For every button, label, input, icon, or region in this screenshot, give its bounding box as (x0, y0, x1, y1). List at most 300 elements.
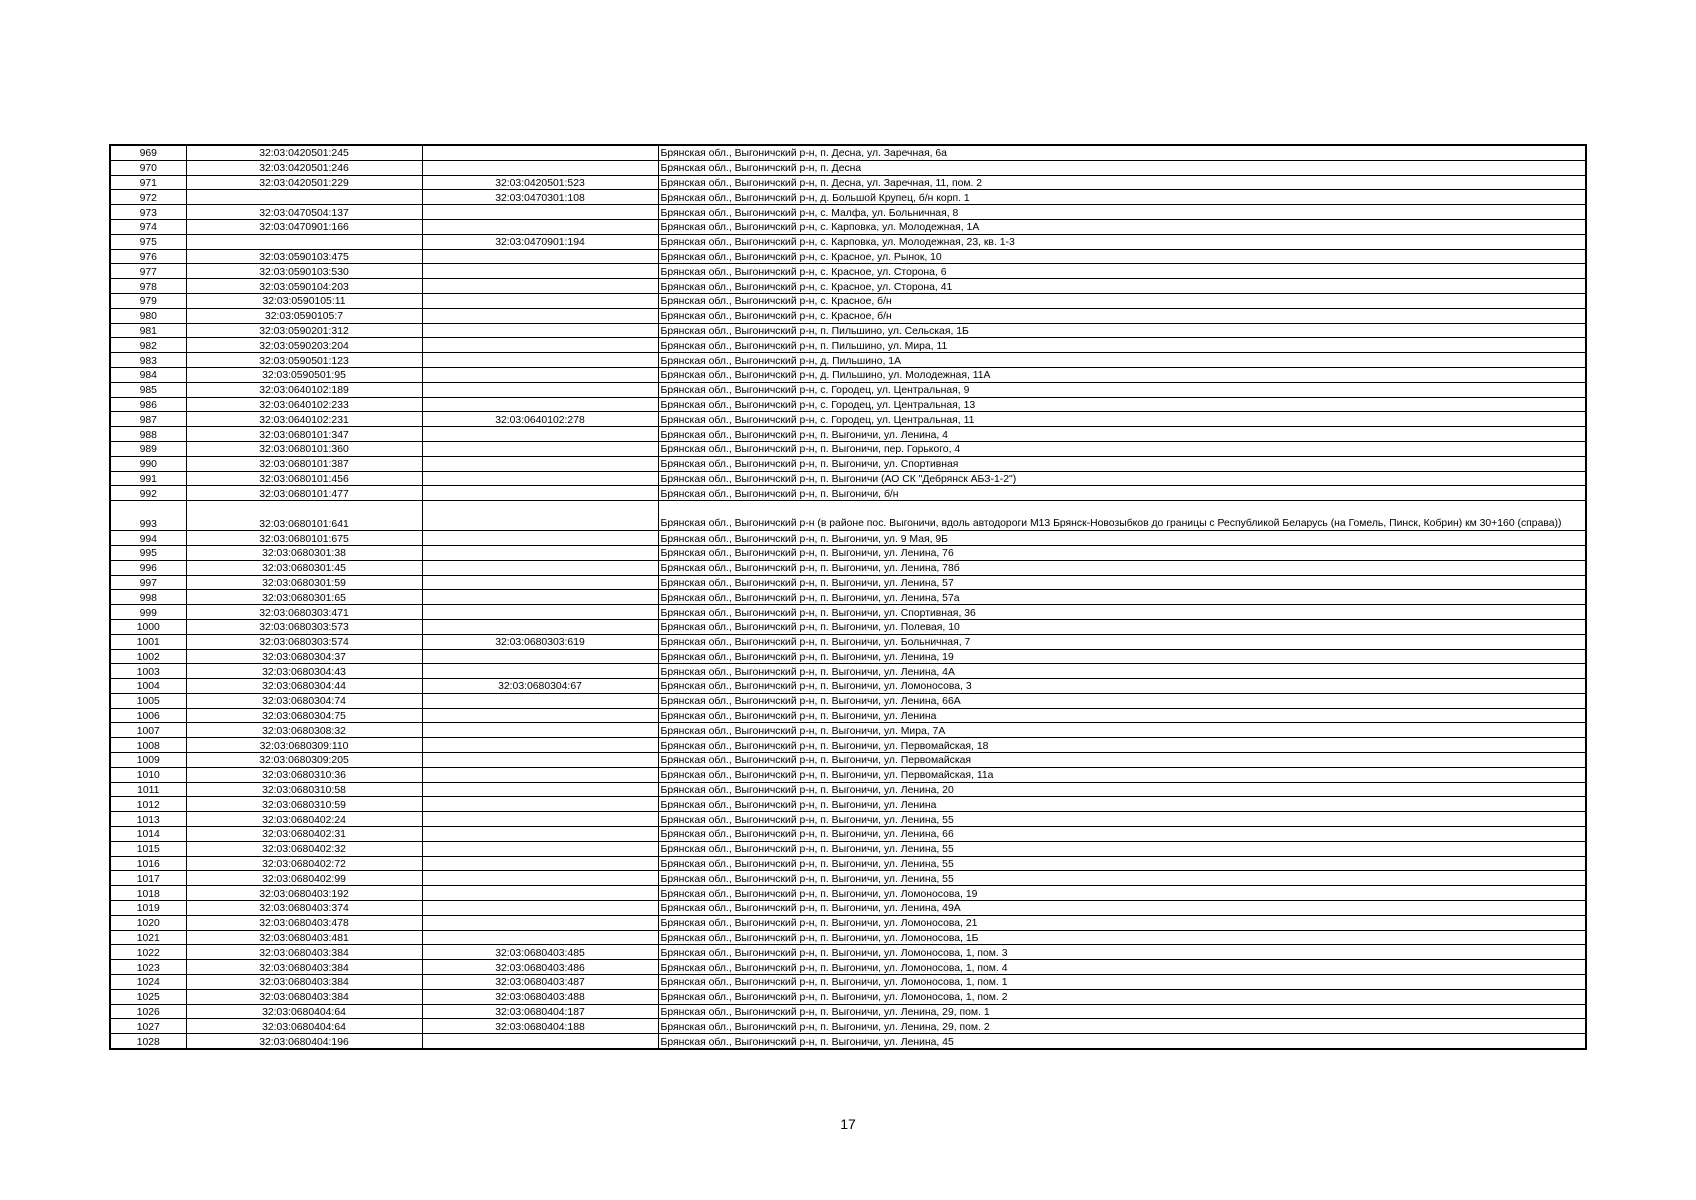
cadastral-number-cell: 32:03:0590105:7 (186, 308, 422, 323)
row-number-cell: 996 (110, 560, 186, 575)
table-row (110, 989, 1586, 1004)
table-row (110, 738, 1586, 753)
object-number-cell (422, 723, 658, 738)
row-number-cell: 976 (110, 249, 186, 264)
table-row (110, 486, 1586, 501)
row-number-cell: 1009 (110, 753, 186, 768)
cadastral-number-cell: 32:03:0680310:58 (186, 782, 422, 797)
object-number-cell (422, 545, 658, 560)
address-cell: Брянская обл., Выгоничский р-н, п. Выгоничи, ул. Ломоносова, 1Б (658, 930, 1586, 945)
object-number-cell (422, 471, 658, 486)
table-row (110, 634, 1586, 649)
object-number-cell: 32:03:0680403:485 (422, 945, 658, 960)
object-number-cell: 32:03:0680403:487 (422, 975, 658, 990)
cadastral-number-cell: 32:03:0590501:123 (186, 353, 422, 368)
table-row (110, 531, 1586, 546)
row-number-cell: 1024 (110, 975, 186, 990)
object-number-cell (422, 560, 658, 575)
object-number-cell (422, 486, 658, 501)
cadastral-number-cell: 32:03:0680402:31 (186, 827, 422, 842)
cadastral-number-cell: 32:03:0680403:384 (186, 945, 422, 960)
row-number-cell: 999 (110, 605, 186, 620)
address-cell: Брянская обл., Выгоничский р-н, п. Выгоничи, ул. Ленина, 4 (658, 427, 1586, 442)
table-row (110, 649, 1586, 664)
table-row (110, 590, 1586, 605)
table-row (110, 234, 1586, 249)
address-cell: Брянская обл., Выгоничский р-н, п. Выгоничи, ул. Ленина (658, 797, 1586, 812)
address-cell: Брянская обл., Выгоничский р-н, д. Пильшино, 1А (658, 353, 1586, 368)
table-row (110, 886, 1586, 901)
object-number-cell: 32:03:0680304:67 (422, 679, 658, 694)
object-number-cell (422, 353, 658, 368)
table-row (110, 160, 1586, 175)
row-number-cell: 982 (110, 338, 186, 353)
address-cell: Брянская обл., Выгоничский р-н, п. Выгоничи, ул. Ленина, 57 (658, 575, 1586, 590)
cadastral-number-cell: 32:03:0680304:44 (186, 679, 422, 694)
address-cell: Брянская обл., Выгоничский р-н, с. Городец, ул. Центральная, 9 (658, 382, 1586, 397)
object-number-cell (422, 264, 658, 279)
table-row (110, 264, 1586, 279)
row-number-cell: 972 (110, 190, 186, 205)
cadastral-number-cell: 32:03:0680303:574 (186, 634, 422, 649)
cadastral-number-cell: 32:03:0680304:43 (186, 664, 422, 679)
cadastral-number-cell: 32:03:0590201:312 (186, 323, 422, 338)
cadastral-number-cell: 32:03:0680309:205 (186, 753, 422, 768)
row-number-cell: 980 (110, 308, 186, 323)
row-number-cell: 1011 (110, 782, 186, 797)
table-row (110, 293, 1586, 308)
cadastral-number-cell: 32:03:0680304:75 (186, 708, 422, 723)
cadastral-number-cell: 32:03:0420501:245 (186, 145, 422, 160)
object-number-cell (422, 160, 658, 175)
object-number-cell: 32:03:0420501:523 (422, 175, 658, 190)
row-number-cell: 974 (110, 219, 186, 234)
table-row (110, 279, 1586, 294)
table-row (110, 619, 1586, 634)
address-cell: Брянская обл., Выгоничский р-н, п. Выгоничи, ул. Ленина, 57а (658, 590, 1586, 605)
row-number-cell: 992 (110, 486, 186, 501)
object-number-cell (422, 619, 658, 634)
object-number-cell: 32:03:0680404:187 (422, 1004, 658, 1019)
row-number-cell: 1022 (110, 945, 186, 960)
row-number-cell: 1003 (110, 664, 186, 679)
object-number-cell (422, 886, 658, 901)
address-cell: Брянская обл., Выгоничский р-н, д. Пильшино, ул. Молодежная, 11А (658, 367, 1586, 382)
object-number-cell (422, 915, 658, 930)
address-cell: Брянская обл., Выгоничский р-н, с. Городец, ул. Центральная, 11 (658, 412, 1586, 427)
object-number-cell (422, 738, 658, 753)
address-cell: Брянская обл., Выгоничский р-н, п. Пильшино, ул. Сельская, 1Б (658, 323, 1586, 338)
object-number-cell (422, 279, 658, 294)
address-cell: Брянская обл., Выгоничский р-н, п. Выгоничи, ул. Ломоносова, 19 (658, 886, 1586, 901)
cadastral-number-cell: 32:03:0680310:59 (186, 797, 422, 812)
cadastral-number-cell: 32:03:0470504:137 (186, 205, 422, 220)
address-cell: Брянская обл., Выгоничский р-н, п. Выгоничи, ул. Ломоносова, 21 (658, 915, 1586, 930)
address-cell: Брянская обл., Выгоничский р-н, п. Выгоничи, ул. Ленина (658, 708, 1586, 723)
address-cell: Брянская обл., Выгоничский р-н, п. Выгоничи, ул. Ленина, 45 (658, 1034, 1586, 1049)
page-number: 17 (840, 1116, 856, 1132)
table-row (110, 1004, 1586, 1019)
row-number-cell: 1008 (110, 738, 186, 753)
object-number-cell: 32:03:0470301:108 (422, 190, 658, 205)
table-row (110, 219, 1586, 234)
object-number-cell (422, 382, 658, 397)
table-row (110, 575, 1586, 590)
object-number-cell (422, 812, 658, 827)
object-number-cell (422, 1034, 658, 1049)
row-number-cell: 1021 (110, 930, 186, 945)
address-cell: Брянская обл., Выгоничский р-н, с. Красное, б/н (658, 308, 1586, 323)
table-row (110, 545, 1586, 560)
address-cell: Брянская обл., Выгоничский р-н, п. Выгоничи, ул. Первомайская, 18 (658, 738, 1586, 753)
address-cell: Брянская обл., Выгоничский р-н, с. Красное, ул. Рынок, 10 (658, 249, 1586, 264)
row-number-cell: 978 (110, 279, 186, 294)
table-row (110, 308, 1586, 323)
object-number-cell (422, 531, 658, 546)
object-number-cell (422, 930, 658, 945)
address-cell: Брянская обл., Выгоничский р-н, с. Карповка, ул. Молодежная, 1А (658, 219, 1586, 234)
address-cell: Брянская обл., Выгоничский р-н, п. Выгоничи, ул. Ломоносова, 1, пом. 3 (658, 945, 1586, 960)
table-row (110, 693, 1586, 708)
object-number-cell (422, 338, 658, 353)
table-row (110, 456, 1586, 471)
table-row (110, 427, 1586, 442)
table-row (110, 175, 1586, 190)
cadastral-number-cell: 32:03:0680101:456 (186, 471, 422, 486)
cadastral-number-cell: 32:03:0680403:478 (186, 915, 422, 930)
row-number-cell: 1020 (110, 915, 186, 930)
cadastral-number-cell: 32:03:0680403:481 (186, 930, 422, 945)
address-cell: Брянская обл., Выгоничский р-н, п. Выгоничи, ул. Ленина, 66 (658, 827, 1586, 842)
address-cell: Брянская обл., Выгоничский р-н, п. Выгоничи, ул. Ленина, 29, пом. 2 (658, 1019, 1586, 1034)
object-number-cell: 32:03:0470901:194 (422, 234, 658, 249)
address-cell: Брянская обл., Выгоничский р-н, п. Выгоничи, ул. Ломоносова, 1, пом. 2 (658, 989, 1586, 1004)
table-row (110, 501, 1586, 531)
object-number-cell (422, 249, 658, 264)
cadastral-number-cell: 32:03:0680101:675 (186, 531, 422, 546)
table-row (110, 338, 1586, 353)
cadastral-number-cell: 32:03:0640102:233 (186, 397, 422, 412)
table-row (110, 249, 1586, 264)
row-number-cell: 984 (110, 367, 186, 382)
cadastral-number-cell: 32:03:0680301:59 (186, 575, 422, 590)
row-number-cell: 985 (110, 382, 186, 397)
address-cell: Брянская обл., Выгоничский р-н, п. Выгоничи, ул. Ленина, 55 (658, 841, 1586, 856)
address-cell: Брянская обл., Выгоничский р-н, с. Красное, ул. Сторона, 6 (658, 264, 1586, 279)
object-number-cell (422, 456, 658, 471)
address-cell: Брянская обл., Выгоничский р-н, п. Выгоничи, ул. Ленина, 55 (658, 812, 1586, 827)
cadastral-number-cell: 32:03:0680404:64 (186, 1019, 422, 1034)
address-cell: Брянская обл., Выгоничский р-н, с. Карповка, ул. Молодежная, 23, кв. 1-3 (658, 234, 1586, 249)
table-row (110, 323, 1586, 338)
address-cell: Брянская обл., Выгоничский р-н, п. Выгоничи, ул. Ленина, 55 (658, 871, 1586, 886)
cadastral-number-cell: 32:03:0680304:37 (186, 649, 422, 664)
row-number-cell: 1002 (110, 649, 186, 664)
object-number-cell (422, 441, 658, 456)
address-cell: Брянская обл., Выгоничский р-н, с. Красное, ул. Сторона, 41 (658, 279, 1586, 294)
row-number-cell: 1001 (110, 634, 186, 649)
cadastral-number-cell: 32:03:0680403:192 (186, 886, 422, 901)
address-cell: Брянская обл., Выгоничский р-н, п. Выгоничи, ул. Ломоносова, 1, пом. 1 (658, 975, 1586, 990)
cadastral-number-cell: 32:03:0680404:196 (186, 1034, 422, 1049)
object-number-cell (422, 871, 658, 886)
cadastral-number-cell: 32:03:0680402:99 (186, 871, 422, 886)
table-row (110, 190, 1586, 205)
object-number-cell (422, 145, 658, 160)
address-cell: Брянская обл., Выгоничский р-н, п. Выгоничи, ул. 9 Мая, 9Б (658, 531, 1586, 546)
row-number-cell: 1023 (110, 960, 186, 975)
object-number-cell: 32:03:0680303:619 (422, 634, 658, 649)
table-row (110, 560, 1586, 575)
row-number-cell: 1017 (110, 871, 186, 886)
table-row (110, 975, 1586, 990)
cadastral-number-cell: 32:03:0680402:24 (186, 812, 422, 827)
row-number-cell: 988 (110, 427, 186, 442)
cadastral-number-cell: 32:03:0680402:72 (186, 856, 422, 871)
table-row (110, 412, 1586, 427)
cadastral-number-cell: 32:03:0680403:384 (186, 960, 422, 975)
object-number-cell (422, 501, 658, 531)
object-number-cell (422, 308, 658, 323)
table-row (110, 945, 1586, 960)
table-row (110, 205, 1586, 220)
row-number-cell: 1015 (110, 841, 186, 856)
cadastral-number-cell: 32:03:0590103:530 (186, 264, 422, 279)
row-number-cell: 1016 (110, 856, 186, 871)
row-number-cell: 1018 (110, 886, 186, 901)
table-row (110, 397, 1586, 412)
row-number-cell: 993 (110, 501, 186, 531)
object-number-cell (422, 219, 658, 234)
row-number-cell: 977 (110, 264, 186, 279)
address-cell: Брянская обл., Выгоничский р-н, п. Выгоничи, ул. Ленина, 66А (658, 693, 1586, 708)
table-row (110, 382, 1586, 397)
cadastral-number-cell: 32:03:0680310:36 (186, 767, 422, 782)
table-row (110, 1034, 1586, 1049)
address-cell: Брянская обл., Выгоничский р-н, п. Выгоничи, ул. Ломоносова, 3 (658, 679, 1586, 694)
table-row (110, 753, 1586, 768)
cadastral-number-cell: 32:03:0680301:65 (186, 590, 422, 605)
object-number-cell (422, 575, 658, 590)
table-row (110, 841, 1586, 856)
row-number-cell: 995 (110, 545, 186, 560)
object-number-cell (422, 664, 658, 679)
object-number-cell (422, 901, 658, 916)
object-number-cell: 32:03:0680404:188 (422, 1019, 658, 1034)
address-cell: Брянская обл., Выгоничский р-н, п. Выгоничи, ул. Ломоносова, 1, пом. 4 (658, 960, 1586, 975)
row-number-cell: 991 (110, 471, 186, 486)
address-cell: Брянская обл., Выгоничский р-н, п. Десна, ул. Заречная, 11, пом. 2 (658, 175, 1586, 190)
object-number-cell: 32:03:0640102:278 (422, 412, 658, 427)
object-number-cell (422, 205, 658, 220)
object-number-cell: 32:03:0680403:488 (422, 989, 658, 1004)
table-body (110, 145, 1586, 1049)
address-cell: Брянская обл., Выгоничский р-н, п. Десна, ул. Заречная, 6а (658, 145, 1586, 160)
cadastral-number-cell: 32:03:0420501:246 (186, 160, 422, 175)
cadastral-number-cell (186, 190, 422, 205)
table-row (110, 145, 1586, 160)
object-number-cell (422, 323, 658, 338)
address-cell: Брянская обл., Выгоничский р-н, п. Выгоничи, ул. Полевая, 10 (658, 619, 1586, 634)
row-number-cell: 1012 (110, 797, 186, 812)
row-number-cell: 973 (110, 205, 186, 220)
address-cell: Брянская обл., Выгоничский р-н, п. Выгоничи, ул. Первомайская, 11а (658, 767, 1586, 782)
address-cell: Брянская обл., Выгоничский р-н, п. Выгоничи, ул. Первомайская (658, 753, 1586, 768)
address-cell: Брянская обл., Выгоничский р-н, п. Выгоничи, ул. Спортивная, 36 (658, 605, 1586, 620)
row-number-cell: 986 (110, 397, 186, 412)
row-number-cell: 1028 (110, 1034, 186, 1049)
table-row (110, 353, 1586, 368)
cadastral-number-cell: 32:03:0590501:95 (186, 367, 422, 382)
object-number-cell (422, 427, 658, 442)
cadastral-number-cell: 32:03:0680309:110 (186, 738, 422, 753)
address-cell: Брянская обл., Выгоничский р-н, с. Красное, б/н (658, 293, 1586, 308)
object-number-cell (422, 590, 658, 605)
table-row (110, 767, 1586, 782)
object-number-cell (422, 767, 658, 782)
row-number-cell: 983 (110, 353, 186, 368)
object-number-cell (422, 649, 658, 664)
address-cell: Брянская обл., Выгоничский р-н, с. Малфа, ул. Больничная, 8 (658, 205, 1586, 220)
table-row (110, 960, 1586, 975)
cadastral-number-cell: 32:03:0680403:374 (186, 901, 422, 916)
row-number-cell: 1019 (110, 901, 186, 916)
cadastral-number-cell: 32:03:0590103:475 (186, 249, 422, 264)
address-cell: Брянская обл., Выгоничский р-н, п. Выгоничи, пер. Горького, 4 (658, 441, 1586, 456)
row-number-cell: 1010 (110, 767, 186, 782)
table-row (110, 930, 1586, 945)
cadastral-number-cell (186, 234, 422, 249)
address-cell: Брянская обл., Выгоничский р-н, п. Выгоничи, ул. Ленина, 19 (658, 649, 1586, 664)
row-number-cell: 1007 (110, 723, 186, 738)
address-cell: Брянская обл., Выгоничский р-н, п. Выгоничи, ул. Ленина, 4А (658, 664, 1586, 679)
address-cell: Брянская обл., Выгоничский р-н, п. Выгоничи, ул. Ленина, 55 (658, 856, 1586, 871)
address-cell: Брянская обл., Выгоничский р-н (в районе пос. Выгоничи, вдоль автодороги М13 Брянск-Новозыбков до границы с Республикой Беларусь (на Гомель, Пинск, Кобрин) км 30+160 (справа)) (658, 501, 1586, 531)
object-number-cell: 32:03:0680403:486 (422, 960, 658, 975)
address-cell: Брянская обл., Выгоничский р-н, п. Выгоничи, ул. Ленина, 20 (658, 782, 1586, 797)
address-cell: Брянская обл., Выгоничский р-н, п. Выгоничи, ул. Спортивная (658, 456, 1586, 471)
row-number-cell: 1025 (110, 989, 186, 1004)
row-number-cell: 1027 (110, 1019, 186, 1034)
object-number-cell (422, 753, 658, 768)
row-number-cell: 1006 (110, 708, 186, 723)
address-cell: Брянская обл., Выгоничский р-н, п. Выгоничи, ул. Ленина, 78б (658, 560, 1586, 575)
address-cell: Брянская обл., Выгоничский р-н, с. Городец, ул. Центральная, 13 (658, 397, 1586, 412)
object-number-cell (422, 782, 658, 797)
row-number-cell: 970 (110, 160, 186, 175)
table-row (110, 679, 1586, 694)
cadastral-number-cell: 32:03:0680101:477 (186, 486, 422, 501)
object-number-cell (422, 693, 658, 708)
row-number-cell: 998 (110, 590, 186, 605)
address-cell: Брянская обл., Выгоничский р-н, п. Выгоничи, ул. Ленина, 76 (658, 545, 1586, 560)
row-number-cell: 990 (110, 456, 186, 471)
cadastral-number-cell: 32:03:0680101:360 (186, 441, 422, 456)
cadastral-number-cell: 32:03:0640102:231 (186, 412, 422, 427)
row-number-cell: 1005 (110, 693, 186, 708)
table-row (110, 782, 1586, 797)
object-number-cell (422, 797, 658, 812)
row-number-cell: 971 (110, 175, 186, 190)
address-cell: Брянская обл., Выгоничский р-н, д. Большой Крупец, б/н корп. 1 (658, 190, 1586, 205)
cadastral-number-cell: 32:03:0680404:64 (186, 1004, 422, 1019)
table-row (110, 871, 1586, 886)
cadastral-number-cell: 32:03:0420501:229 (186, 175, 422, 190)
cadastral-number-cell: 32:03:0680402:32 (186, 841, 422, 856)
object-number-cell (422, 841, 658, 856)
table-row (110, 708, 1586, 723)
object-number-cell (422, 293, 658, 308)
row-number-cell: 987 (110, 412, 186, 427)
row-number-cell: 975 (110, 234, 186, 249)
cadastral-number-cell: 32:03:0590104:203 (186, 279, 422, 294)
property-table (109, 144, 1587, 1050)
cadastral-number-cell: 32:03:0680101:347 (186, 427, 422, 442)
table-row (110, 901, 1586, 916)
address-cell: Брянская обл., Выгоничский р-н, п. Пильшино, ул. Мира, 11 (658, 338, 1586, 353)
object-number-cell (422, 708, 658, 723)
address-cell: Брянская обл., Выгоничский р-н, п. Выгоничи, ул. Мира, 7А (658, 723, 1586, 738)
row-number-cell: 994 (110, 531, 186, 546)
cadastral-number-cell: 32:03:0680301:45 (186, 560, 422, 575)
object-number-cell (422, 605, 658, 620)
cadastral-number-cell: 32:03:0680403:384 (186, 989, 422, 1004)
cadastral-number-cell: 32:03:0680101:641 (186, 501, 422, 531)
address-cell: Брянская обл., Выгоничский р-н, п. Выгоничи (АО СК "Дебрянск АБЗ-1-2") (658, 471, 1586, 486)
cadastral-number-cell: 32:03:0680403:384 (186, 975, 422, 990)
cadastral-number-cell: 32:03:0680303:471 (186, 605, 422, 620)
cadastral-number-cell: 32:03:0680304:74 (186, 693, 422, 708)
object-number-cell (422, 827, 658, 842)
address-cell: Брянская обл., Выгоничский р-н, п. Выгоничи, ул. Ленина, 49А (658, 901, 1586, 916)
row-number-cell: 1013 (110, 812, 186, 827)
table-row (110, 441, 1586, 456)
address-cell: Брянская обл., Выгоничский р-н, п. Выгоничи, ул. Ленина, 29, пом. 1 (658, 1004, 1586, 1019)
cadastral-number-cell: 32:03:0680101:387 (186, 456, 422, 471)
address-cell: Брянская обл., Выгоничский р-н, п. Выгоничи, б/н (658, 486, 1586, 501)
cadastral-number-cell: 32:03:0590203:204 (186, 338, 422, 353)
table-row (110, 471, 1586, 486)
address-cell: Брянская обл., Выгоничский р-н, п. Выгоничи, ул. Больничная, 7 (658, 634, 1586, 649)
row-number-cell: 1014 (110, 827, 186, 842)
table-row (110, 856, 1586, 871)
table-row (110, 1019, 1586, 1034)
row-number-cell: 1026 (110, 1004, 186, 1019)
cadastral-number-cell: 32:03:0680301:38 (186, 545, 422, 560)
row-number-cell: 997 (110, 575, 186, 590)
table-row (110, 827, 1586, 842)
object-number-cell (422, 397, 658, 412)
table-row (110, 664, 1586, 679)
object-number-cell (422, 367, 658, 382)
row-number-cell: 969 (110, 145, 186, 160)
cadastral-number-cell: 32:03:0680303:573 (186, 619, 422, 634)
cadastral-number-cell: 32:03:0470901:166 (186, 219, 422, 234)
row-number-cell: 989 (110, 441, 186, 456)
cadastral-number-cell: 32:03:0640102:189 (186, 382, 422, 397)
table-row (110, 723, 1586, 738)
cadastral-number-cell: 32:03:0590105:11 (186, 293, 422, 308)
table-row (110, 915, 1586, 930)
table-row (110, 812, 1586, 827)
row-number-cell: 1000 (110, 619, 186, 634)
row-number-cell: 1004 (110, 679, 186, 694)
address-cell: Брянская обл., Выгоничский р-н, п. Десна (658, 160, 1586, 175)
table-row (110, 367, 1586, 382)
table-row (110, 605, 1586, 620)
table-row (110, 797, 1586, 812)
cadastral-number-cell: 32:03:0680308:32 (186, 723, 422, 738)
